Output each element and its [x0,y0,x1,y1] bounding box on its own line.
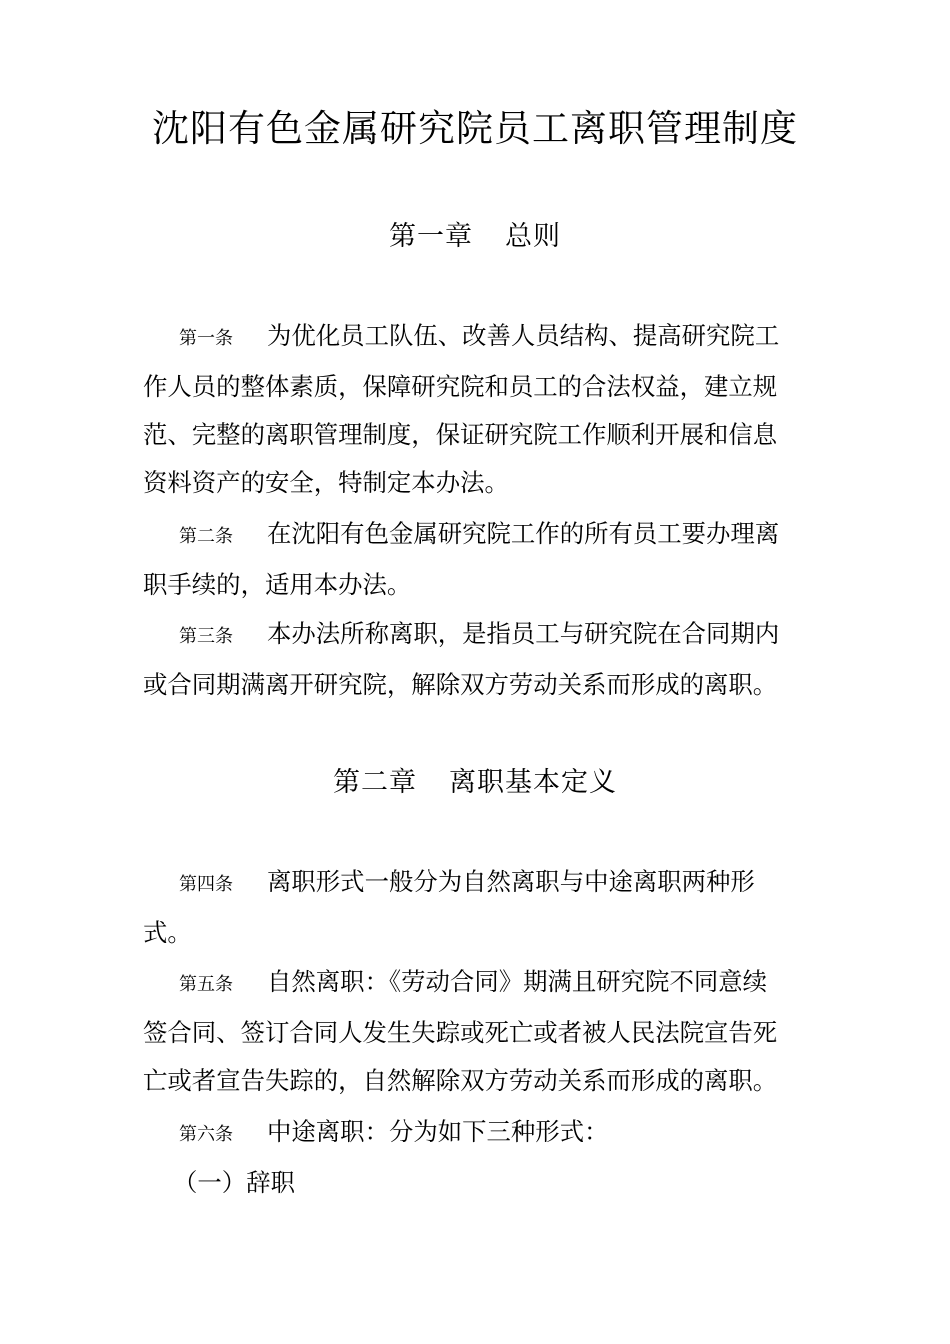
chapter-label: 第一章 [389,221,473,252]
article-number: 第二条 [179,526,233,547]
article-number: 第三条 [179,626,233,647]
article-line [143,1108,811,1159]
article-number: 第五条 [179,974,233,995]
article-number: 第四条 [179,874,233,895]
document-title: 沈阳有色金属研究院员工离职管理制度 [152,107,798,150]
article-number: 第一条 [179,328,233,349]
article-3 [143,610,811,709]
article-line: 作人员的整体素质，保障研究院和员工的合法权益，建立规 [143,372,778,401]
chapter-heading-1 [0,214,950,253]
article-line: 亡或者宣告失踪的，自然解除双方劳动关系而形成的离职。 [143,1066,778,1095]
article-text: 在沈阳有色金属研究院工作的所有员工要办理离 [267,519,780,548]
article-line: 签合同、签订合同人发生失踪或死亡或者被人民法院宣告死 [143,1018,778,1047]
article-line [143,510,811,561]
article-number: 第六条 [179,1124,233,1145]
article-line [143,858,811,909]
article-text: 自然离职：《劳动合同》期满且研究院不同意续 [267,967,768,996]
chapter-label: 第二章 [333,767,417,798]
chapter-heading-2 [0,760,950,799]
article-line: 或合同期满离开研究院，解除双方劳动关系而形成的离职。 [143,670,778,699]
article-line [143,610,811,661]
article-text: 中途离职：分为如下三种形式： [267,1117,609,1146]
article-line: 资料资产的安全，特制定本办法。 [143,468,509,497]
chapter-name: 总则 [505,221,561,252]
article-6 [143,1108,811,1207]
chapter-name: 离职基本定义 [449,767,617,798]
article-4 [143,858,811,957]
article-line: 范、完整的离职管理制度，保证研究院工作顺利开展和信息 [143,420,778,449]
article-1 [143,312,811,507]
article-line: 式。 [143,918,192,947]
list-item: （一）辞职 [173,1168,295,1197]
article-line [143,312,811,363]
article-text: 离职形式一般分为自然离职与中途离职两种形 [267,867,755,896]
article-5 [143,958,811,1105]
article-text: 为优化员工队伍、改善人员结构、提高研究院工 [267,321,780,350]
article-line: 职手续的，适用本办法。 [143,570,412,599]
article-line [143,958,811,1009]
article-text: 本办法所称离职，是指员工与研究院在合同期内 [267,619,780,648]
article-2 [143,510,811,609]
